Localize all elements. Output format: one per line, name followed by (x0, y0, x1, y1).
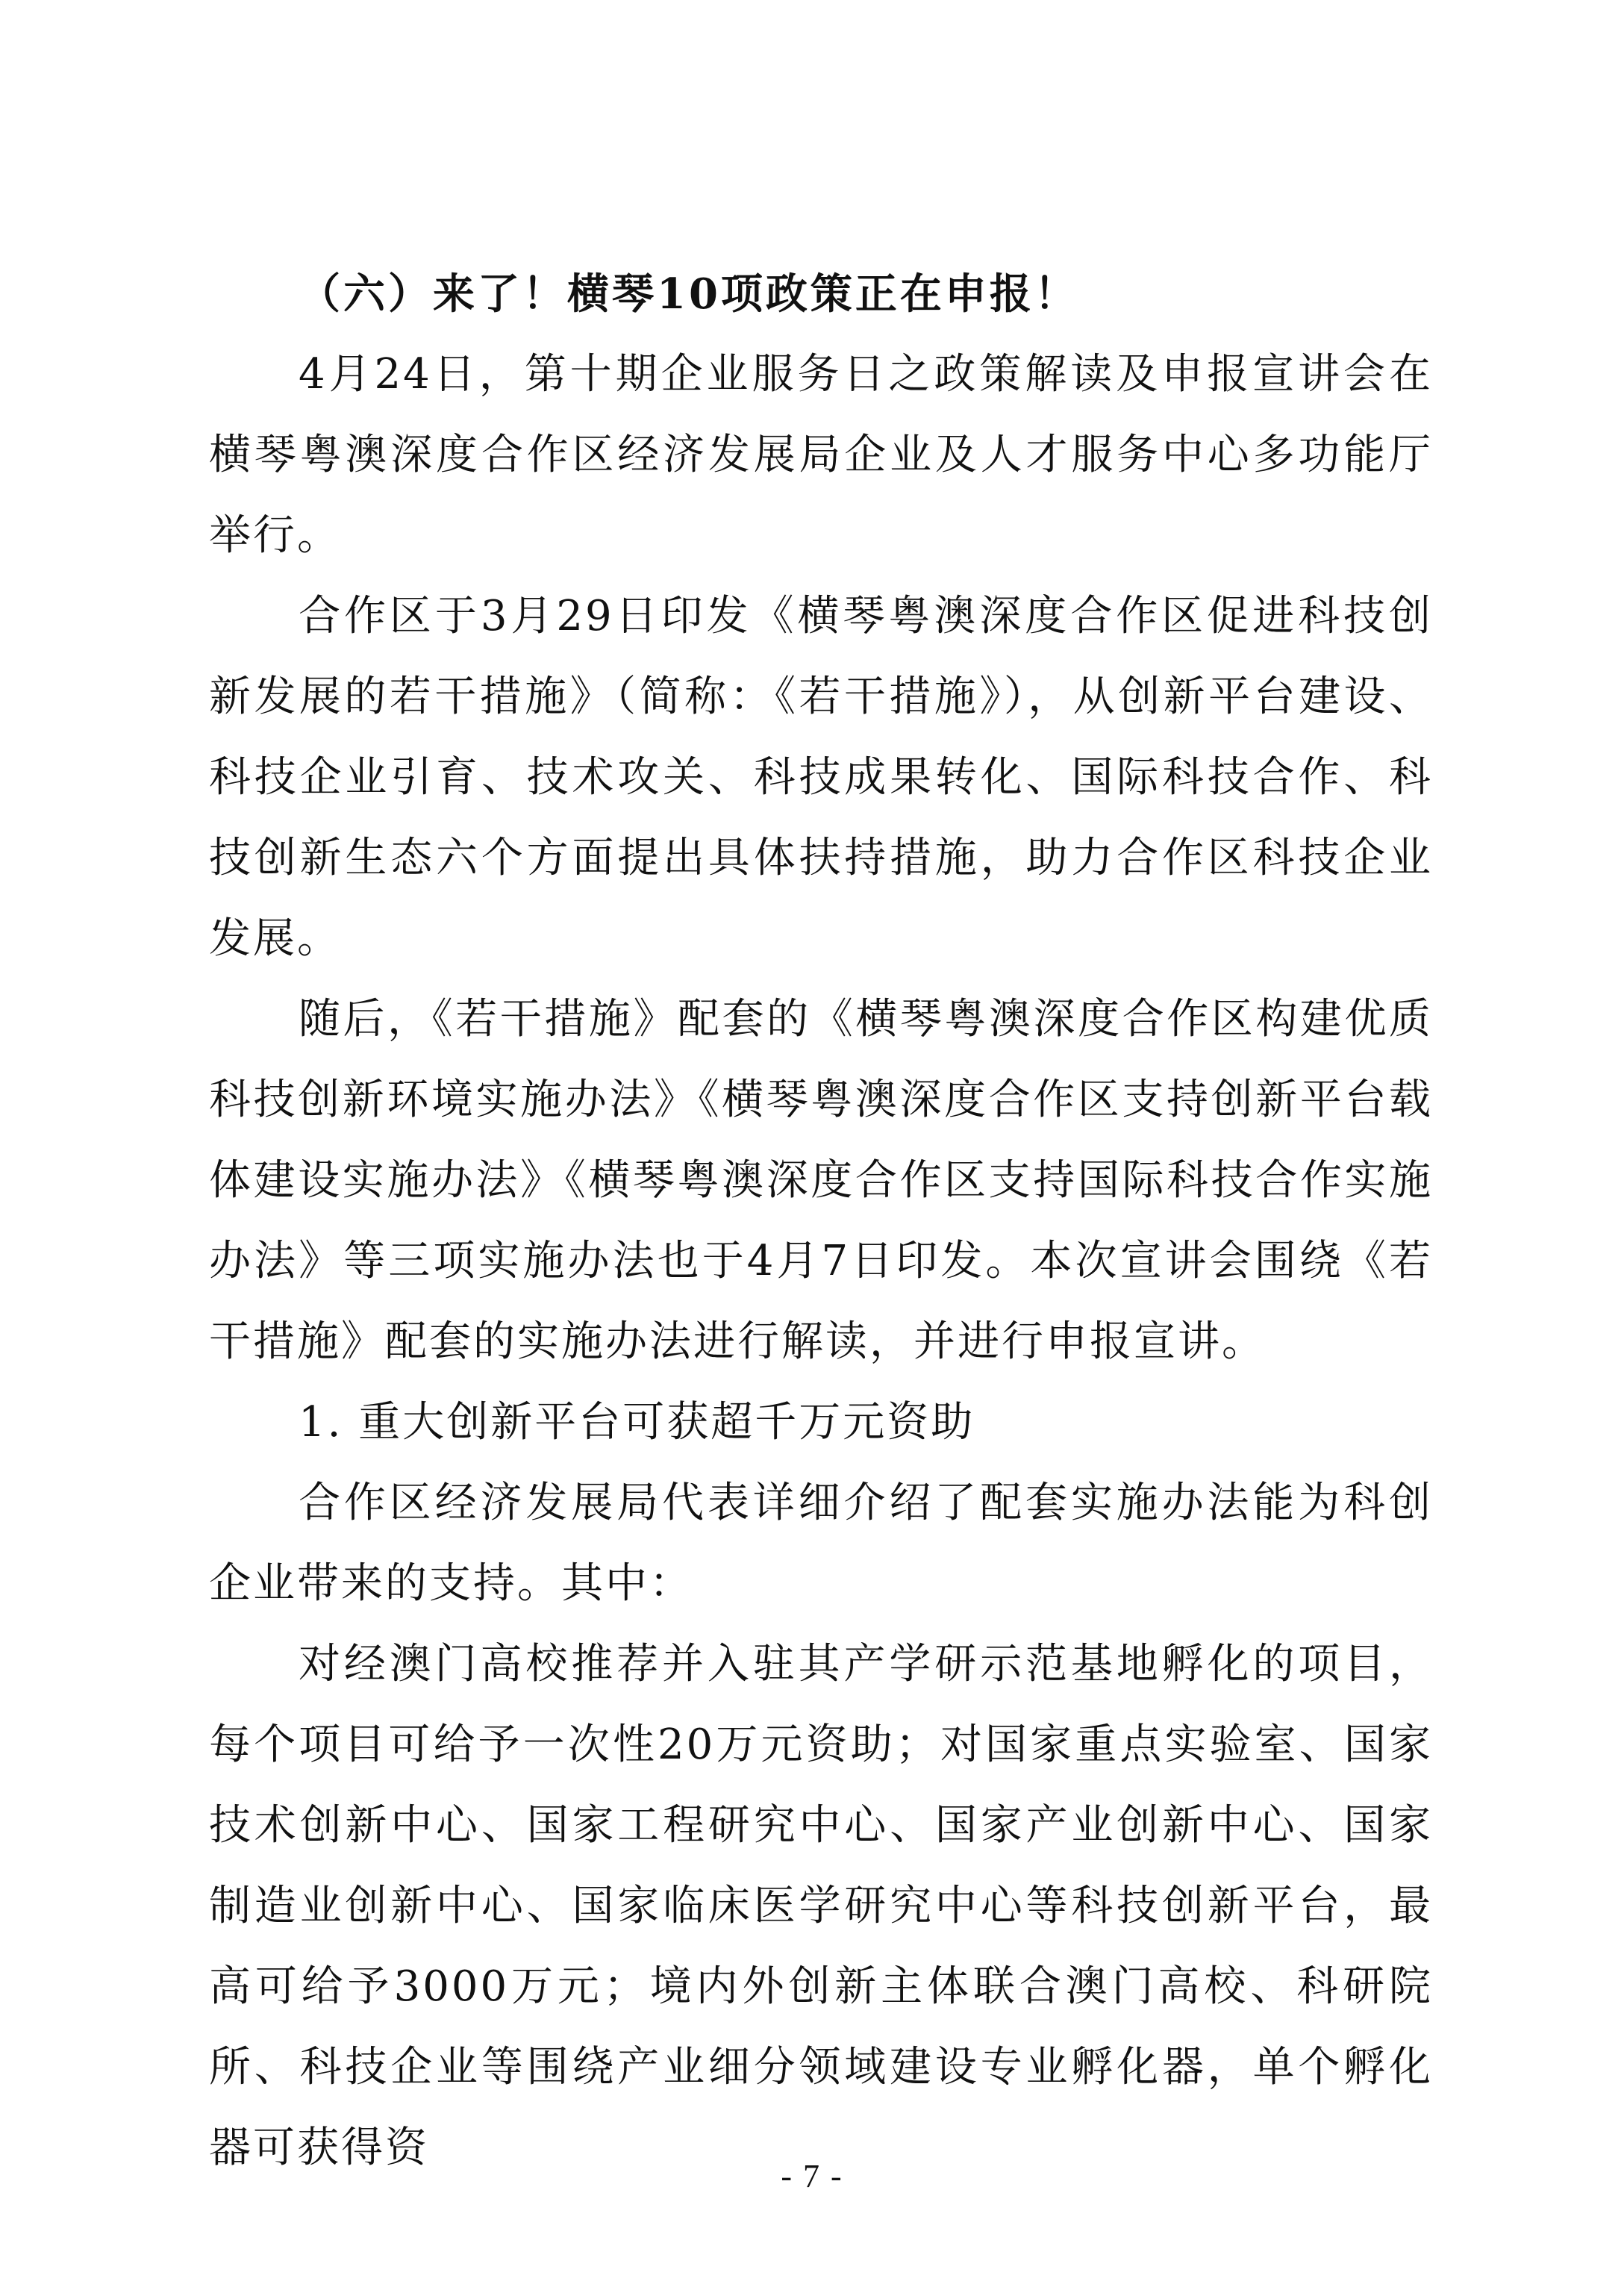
paragraph: 随后，《若干措施》配套的《横琴粤澳深度合作区构建优质科技创新环境实施办法》《横琴粤澳深度合作区支持创新平台载体建设实施办法》《横琴粤澳深度合作区支持国际科技合作实施办法》等三项实施办法也于4月7日印发。本次宣讲会围绕《若干措施》配套的实施办法进行解读，并进行申报宣讲。 (209, 995, 1433, 1366)
paragraph: 4月24日，第十期企业服务日之政策解读及申报宣讲会在横琴粤澳深度合作区经济发展局企业及人才服务中心多功能厅举行。 (209, 350, 1433, 560)
page-number: - 7 - (781, 2158, 843, 2194)
paragraph: 合作区经济发展局代表详细介绍了配套实施办法能为科创企业带来的支持。其中： (209, 1479, 1433, 1608)
paragraph: 合作区于3月29日印发《横琴粤澳深度合作区促进科技创新发展的若干措施》（简称：《若干措施》），从创新平台建设、科技企业引育、技术攻关、科技成果转化、国际科技合作、科技创新生态六个方面提出具体扶持措施，助力合作区科技企业发展。 (209, 592, 1433, 963)
document-body (209, 254, 1433, 2189)
section-heading: （六）来了！横琴10项政策正在申报！ (299, 269, 1079, 319)
paragraph: 对经澳门高校推荐并入驻其产学研示范基地孵化的项目，每个项目可给予一次性20万元资助；对国家重点实验室、国家技术创新中心、国家工程研究中心、国家产业创新中心、国家制造业创新中心、国家临床医学研究中心等科技创新平台，最高可给予3000万元；境内外创新主体联合澳门高校、科研院所、科技企业等围绕产业细分领域建设专业孵化器，单个孵化器可获得资 (209, 1640, 1433, 2172)
subsection-heading: 1. 重大创新平台可获超千万元资助 (299, 1398, 975, 1447)
